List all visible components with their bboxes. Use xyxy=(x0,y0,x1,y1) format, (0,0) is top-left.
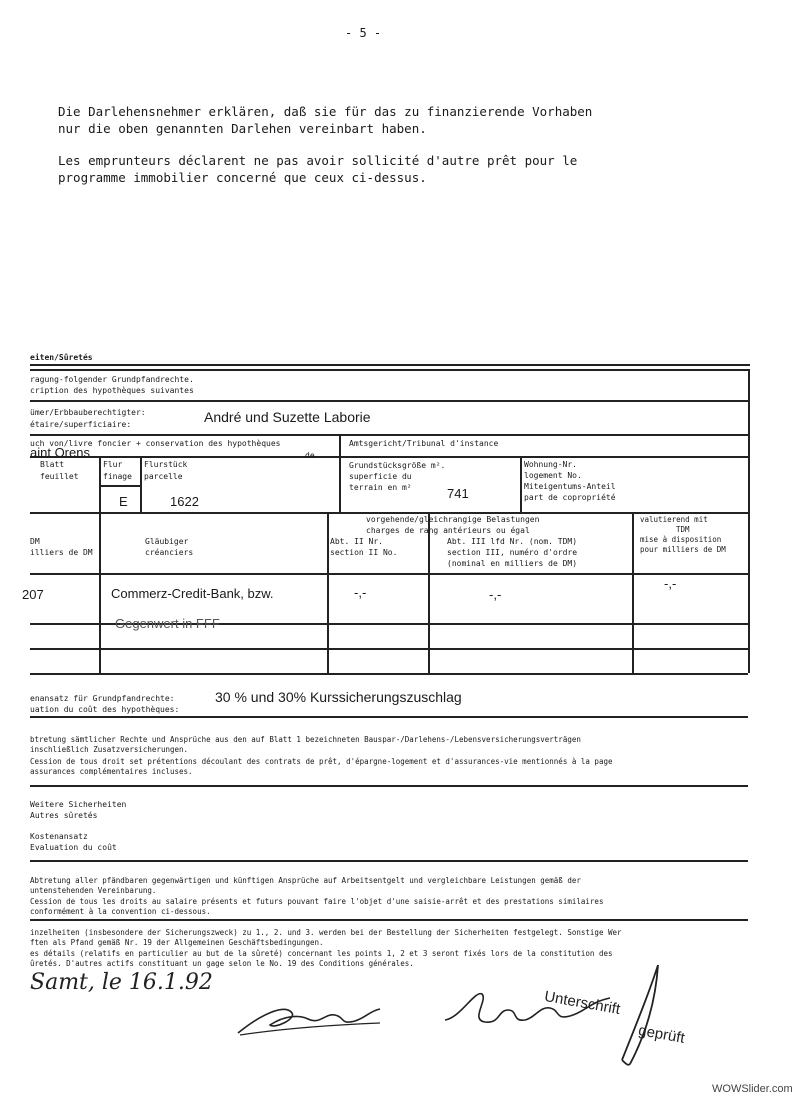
valued-label-4: pour milliers de DM xyxy=(640,545,726,554)
further-fr: Autres sûretés xyxy=(30,811,98,820)
place-value: aint Orens xyxy=(30,445,90,460)
blatt-label: Blatt xyxy=(40,460,65,469)
mortgage-header-de: ragung-folgender Grundpfandrechte. xyxy=(30,375,194,384)
handwritten-place-date: Samt, le 16.1.92 xyxy=(30,970,213,995)
details-fr-1: es détails (relatifs en particulier au but de la sûreté) concernant les points 1, 2 et 3 seront fixés lors de la constitution des xyxy=(30,949,613,958)
wages-de-2: untenstehenden Vereinbarung. xyxy=(30,886,157,895)
feuillet-label: feuillet xyxy=(40,472,79,481)
abt3-label-2: section III, numéro d'ordre xyxy=(447,548,578,557)
dm-label-1: DM xyxy=(30,537,40,546)
cost-value: 30 % und 30% Kurssicherungszuschlag xyxy=(215,689,462,705)
signature-1 xyxy=(230,985,390,1045)
parcel-value: 1622 xyxy=(170,494,199,509)
section-divider xyxy=(30,364,750,366)
owner-value: André und Suzette Laborie xyxy=(204,409,371,425)
valued-label-3: mise à disposition xyxy=(640,535,722,544)
row-creditor-2: Gegenwert in FFF xyxy=(115,616,220,631)
further-divider xyxy=(30,860,748,862)
apartment-label-4: part de copropriété xyxy=(524,493,616,502)
apartment-label-3: Miteigentums-Anteil xyxy=(524,482,616,491)
cost-label-fr: uation du coût des hypothèques: xyxy=(30,705,180,714)
wages-divider xyxy=(30,919,748,921)
intro-fr-line-1: Les emprunteurs déclarent ne pas avoir sollicité d'autre prêt pour le xyxy=(58,153,578,168)
assignment-fr-2: assurances complémentaires incluses. xyxy=(30,767,193,776)
assignment-fr-1: Cession de tous droit set prétentions découlant des contrats de prêt, d'épargne-logement et d'assurances-vie mentionnés à la page xyxy=(30,757,613,766)
details-de-2: ften als Pfand gemäß Nr. 19 der Allgemeinen Geschäftsbedingungen. xyxy=(30,938,324,947)
page-number: - 5 - xyxy=(345,26,382,40)
owner-label-de: ümer/Erbbauberechtigter: xyxy=(30,408,146,417)
prior-label-1: vorgehende/gleichrangige Belastungen xyxy=(366,515,540,524)
intro-fr-line-2: programme immobilier concerné que ceux ci-dessus. xyxy=(58,170,427,185)
size-label-1: Grundstücksgröße m². xyxy=(349,461,446,470)
dm-label-2: illiers de DM xyxy=(30,548,93,557)
valued-label-2: TDM xyxy=(676,525,690,534)
wages-fr-2: conformément à la convention ci-dessous. xyxy=(30,907,211,916)
row-abt2: -,- xyxy=(354,585,367,600)
row-creditor: Commerz-Credit-Bank, bzw. xyxy=(111,586,274,601)
assignment-de-2: inschließlich Zusatzversicherungen. xyxy=(30,745,189,754)
wages-fr-1: Cession de tous les droits au salaire présents et futurs pouvant faire l'objet d'une saisie-arrêt et des prestations similaires xyxy=(30,897,604,906)
abt2-label-1: Abt. II Nr. xyxy=(330,537,383,546)
land-register-label: uch von/livre foncier + conservation des hypothèques xyxy=(30,439,281,448)
costs-eval-fr: Evaluation du coût xyxy=(30,843,117,852)
finage-label: finage xyxy=(103,472,132,481)
stamp-line-1: Unterschrift xyxy=(543,988,622,1019)
further-de: Weitere Sicherheiten xyxy=(30,800,127,809)
assignment-de-1: btretung sämtlicher Rechte und Ansprüche aus den auf Blatt 1 bezeichneten Bauspar-/Darlehens-/Lebensversicherungsverträgen xyxy=(30,735,581,744)
cost-divider xyxy=(30,716,748,718)
owner-label-fr: étaire/superficiaire: xyxy=(30,420,132,429)
flurstueck-label: Flurstück xyxy=(144,460,188,469)
size-value: 741 xyxy=(447,486,469,501)
mortgage-header-fr: cription des hypothèques suivantes xyxy=(30,386,194,395)
details-de-1: inzelheiten (insbesondere der Sicherungszweck) zu 1., 2. und 3. werden bei der Bestellung der Sicherheiten festgelegt. Sonstige Wer xyxy=(30,928,622,937)
section-title: eiten/Sûretés xyxy=(30,353,93,362)
wages-de-1: Abtretung aller pfändbaren gegenwärtigen und künftigen Ansprüche auf Arbeitsentgelt und vergleichbare Leistungen gemäß der xyxy=(30,876,581,885)
court-label: Amtsgericht/Tribunal d'instance xyxy=(349,439,499,448)
flur-label: Flur xyxy=(103,460,123,469)
land-register-de: de xyxy=(305,451,315,460)
prior-label-2: charges de rang antérieurs ou égal xyxy=(366,526,530,535)
parcelle-label: parcelle xyxy=(144,472,183,481)
abt3-label-3: (nominal en milliers de DM) xyxy=(447,559,578,568)
apartment-label-1: Wohnung-Nr. xyxy=(524,460,577,469)
details-fr-2: ûretés. D'autres actifs constituant un gage selon le No. 19 des Conditions générales. xyxy=(30,959,414,968)
stamp-line-2: geprüft xyxy=(637,1022,686,1047)
abt2-label-2: section II No. xyxy=(330,548,398,557)
row-amount: 207 xyxy=(22,587,44,602)
costs-eval-de: Kostenansatz xyxy=(30,832,88,841)
apartment-label-2: logement No. xyxy=(524,471,582,480)
row-abt3: -,- xyxy=(489,587,502,602)
assignment-divider xyxy=(30,785,748,787)
creditor-label-2: créanciers xyxy=(145,548,194,557)
cost-label-de: enansatz für Grundpfandrechte: xyxy=(30,694,175,703)
intro-de-line-1: Die Darlehensnehmer erklären, daß sie für das zu finanzierende Vorhaben xyxy=(58,104,593,119)
size-label-3: terrain en m² xyxy=(349,483,412,492)
row-valued: -,- xyxy=(664,576,677,591)
abt3-label-1: Abt. III lfd Nr. (nom. TDM) xyxy=(447,537,578,546)
size-label-2: superficie du xyxy=(349,472,412,481)
creditor-label-1: Gläubiger xyxy=(145,537,189,546)
watermark: WOWSlider.com xyxy=(712,1083,793,1095)
valued-label-1: valutierend mit xyxy=(640,515,708,524)
flur-value: E xyxy=(119,494,128,509)
intro-de-line-2: nur die oben genannten Darlehen vereinbart haben. xyxy=(58,121,427,136)
